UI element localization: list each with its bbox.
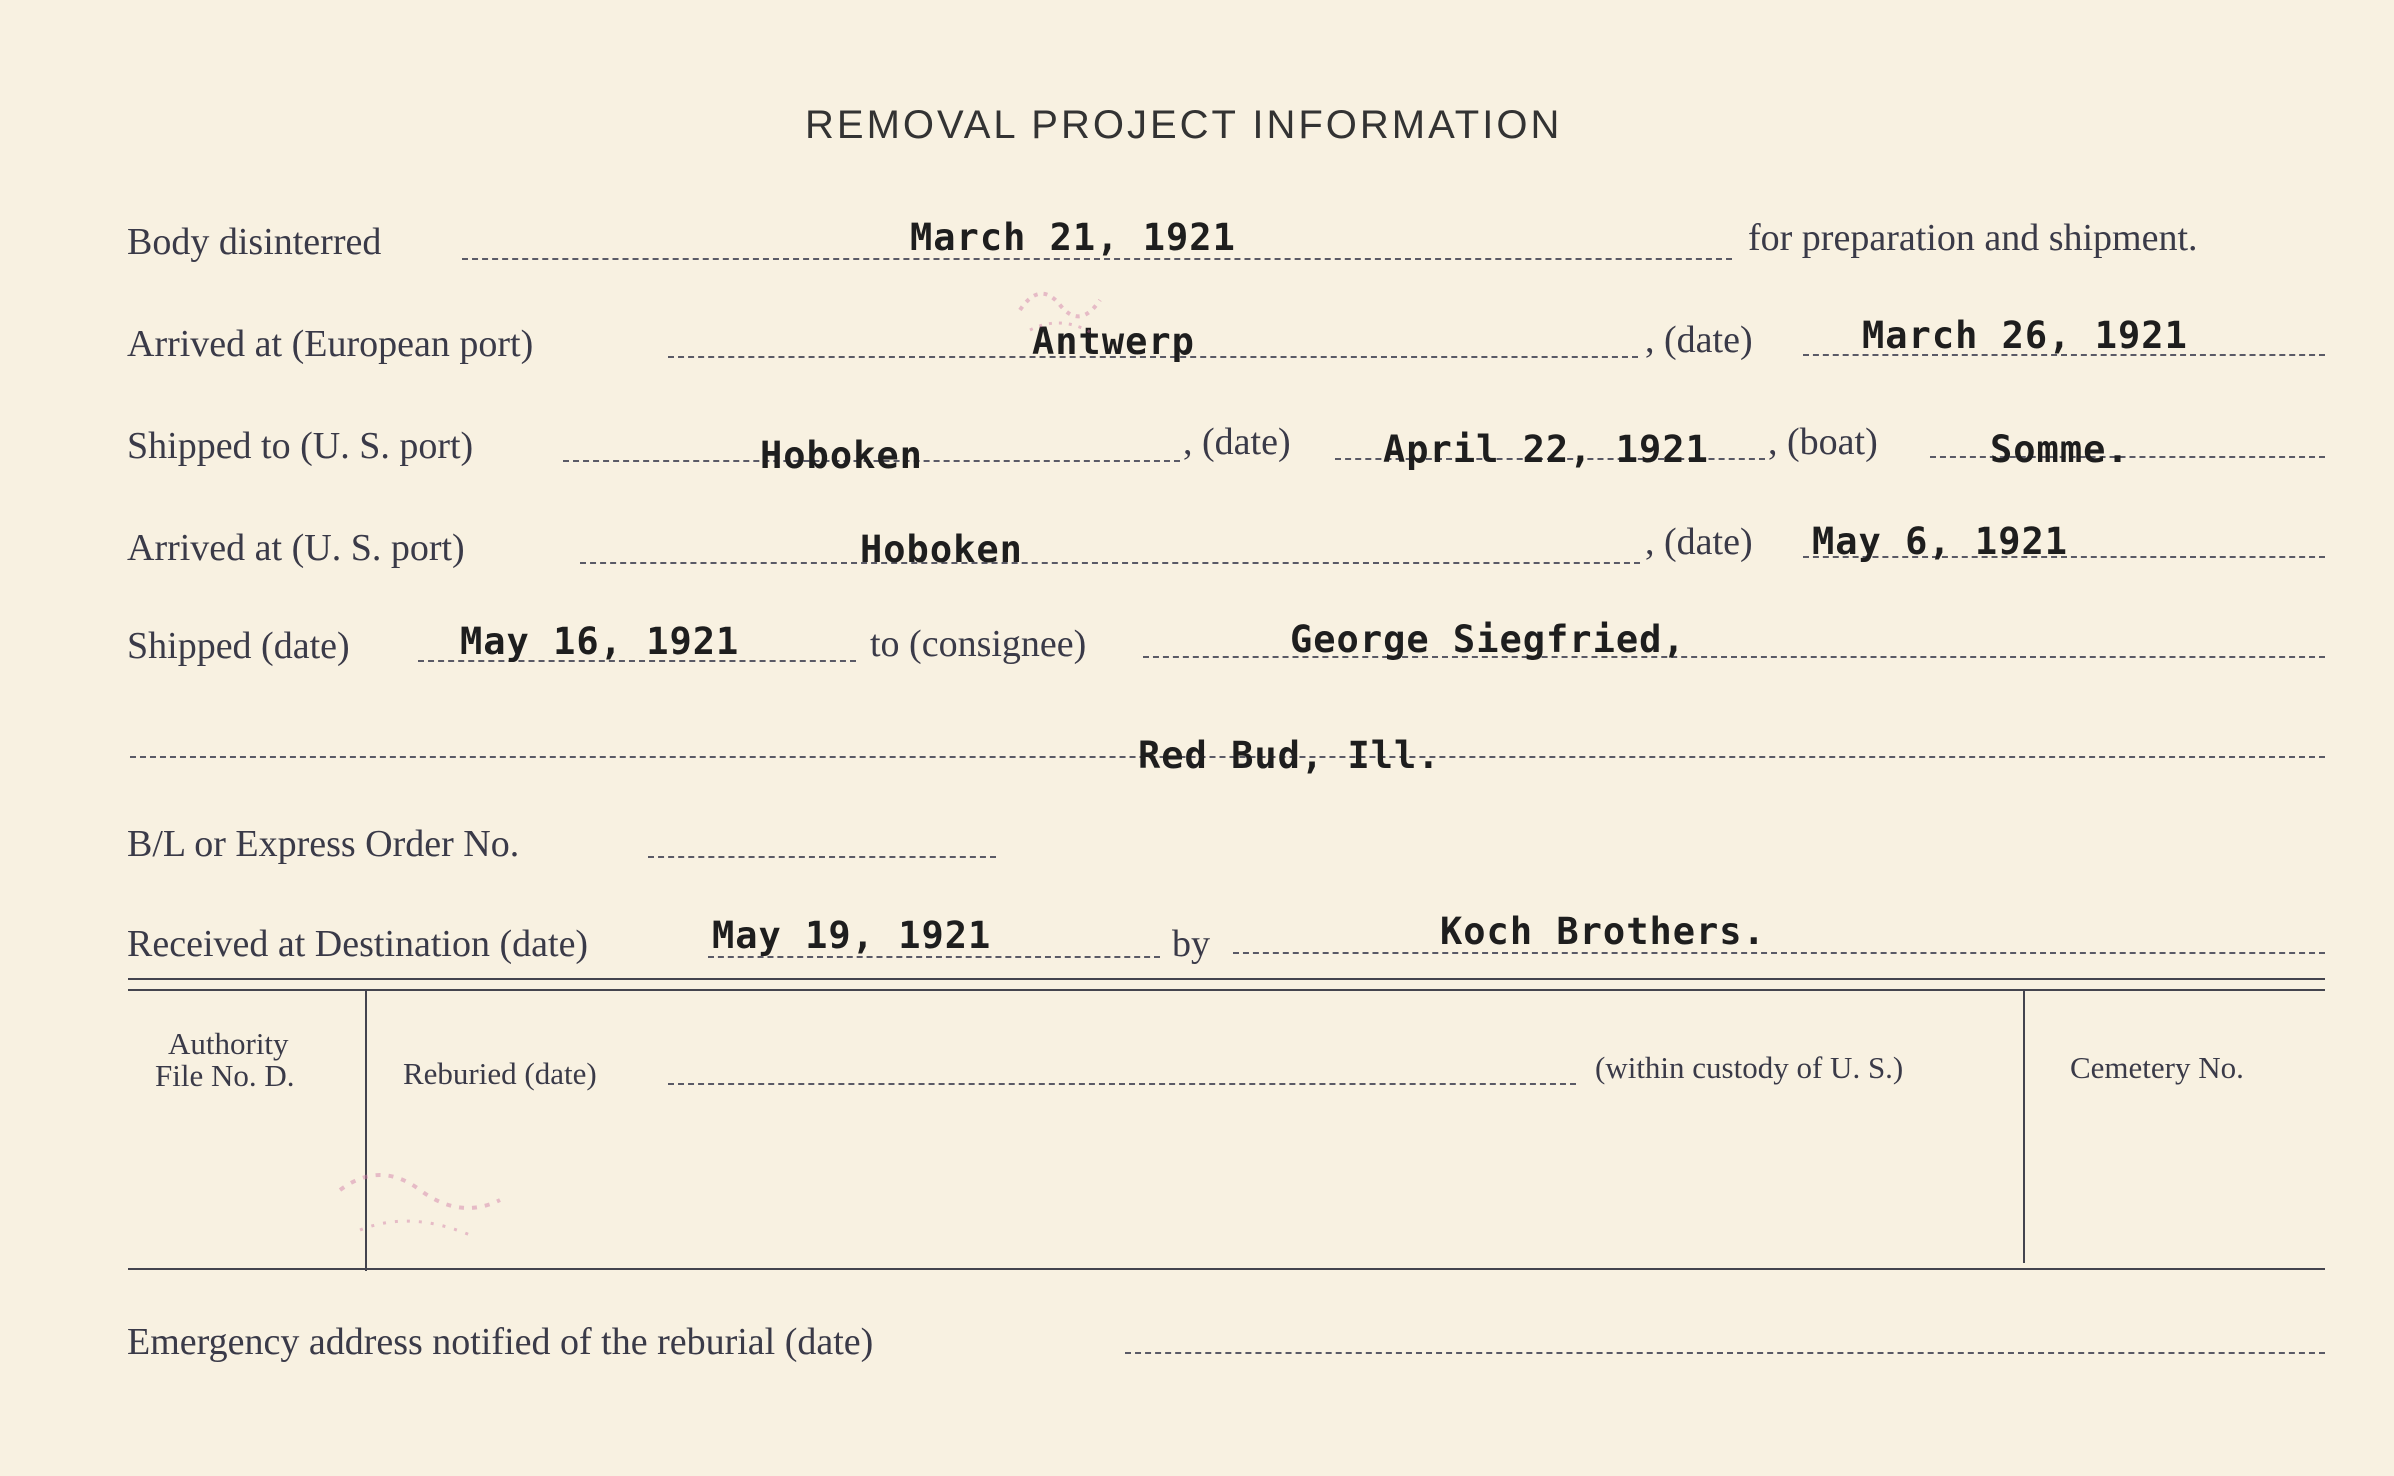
arrived-european-date-value: March 26, 1921 bbox=[1862, 314, 2188, 357]
cemetery-label: Cemetery No. bbox=[2070, 1050, 2244, 1085]
consignee-value: George Siegfried, bbox=[1290, 618, 1686, 661]
ink-smudge-mark bbox=[1010, 270, 1130, 350]
reburied-label: Reburied (date) bbox=[403, 1056, 597, 1091]
arrived-european-date-label: , (date) bbox=[1645, 319, 1753, 361]
custody-label: (within custody of U. S.) bbox=[1595, 1050, 1904, 1085]
authority-label-line2: File No. D. bbox=[155, 1058, 295, 1093]
shipped-us-boat-label: , (boat) bbox=[1768, 421, 1878, 463]
arrived-us-date-value: May 6, 1921 bbox=[1812, 520, 2069, 563]
bl-order-label: B/L or Express Order No. bbox=[127, 823, 520, 865]
received-by-value: Koch Brothers. bbox=[1440, 910, 1766, 953]
arrived-us-label: Arrived at (U. S. port) bbox=[127, 527, 465, 569]
emergency-line bbox=[1125, 1352, 2325, 1354]
arrived-us-value: Hoboken bbox=[860, 528, 1023, 571]
box-top-rule bbox=[128, 978, 2325, 980]
arrived-european-value: Antwerp bbox=[1032, 320, 1195, 363]
shipped-us-label: Shipped to (U. S. port) bbox=[127, 425, 474, 467]
received-by-line bbox=[1233, 952, 2325, 954]
arrived-us-date-label: , (date) bbox=[1645, 521, 1753, 563]
arrived-european-label: Arrived at (European port) bbox=[127, 323, 534, 365]
consignee-address-value: Red Bud, Ill. bbox=[1138, 734, 1441, 777]
body-disinterred-suffix: for preparation and shipment. bbox=[1748, 217, 2198, 259]
box-top-rule-inner bbox=[128, 989, 2325, 991]
ink-smudge-mark-lower bbox=[320, 1150, 520, 1270]
shipped-us-date-label: , (date) bbox=[1183, 421, 1291, 463]
received-label: Received at Destination (date) bbox=[127, 923, 589, 965]
shipped-date-label: Shipped (date) bbox=[127, 625, 350, 667]
body-disinterred-label: Body disinterred bbox=[127, 221, 382, 263]
shipped-us-boat-value: Somme. bbox=[1990, 428, 2130, 471]
reburied-line bbox=[668, 1083, 1576, 1085]
shipped-date-value: May 16, 1921 bbox=[460, 620, 740, 663]
box-divider-right bbox=[2023, 991, 2025, 1263]
shipped-us-date-value: April 22, 1921 bbox=[1383, 428, 1709, 471]
bl-order-line bbox=[648, 856, 996, 858]
consignee-label: to (consignee) bbox=[870, 623, 1087, 665]
emergency-label: Emergency address notified of the reburial (date) bbox=[127, 1321, 874, 1363]
arrived-us-line bbox=[580, 562, 1640, 564]
shipped-us-value: Hoboken bbox=[760, 434, 923, 477]
received-date-value: May 19, 1921 bbox=[712, 914, 992, 957]
authority-label-line1: Authority bbox=[168, 1026, 289, 1061]
card-title: REMOVAL PROJECT INFORMATION bbox=[805, 103, 1563, 147]
body-disinterred-value: March 21, 1921 bbox=[910, 216, 1236, 259]
received-by-label: by bbox=[1172, 923, 1210, 965]
